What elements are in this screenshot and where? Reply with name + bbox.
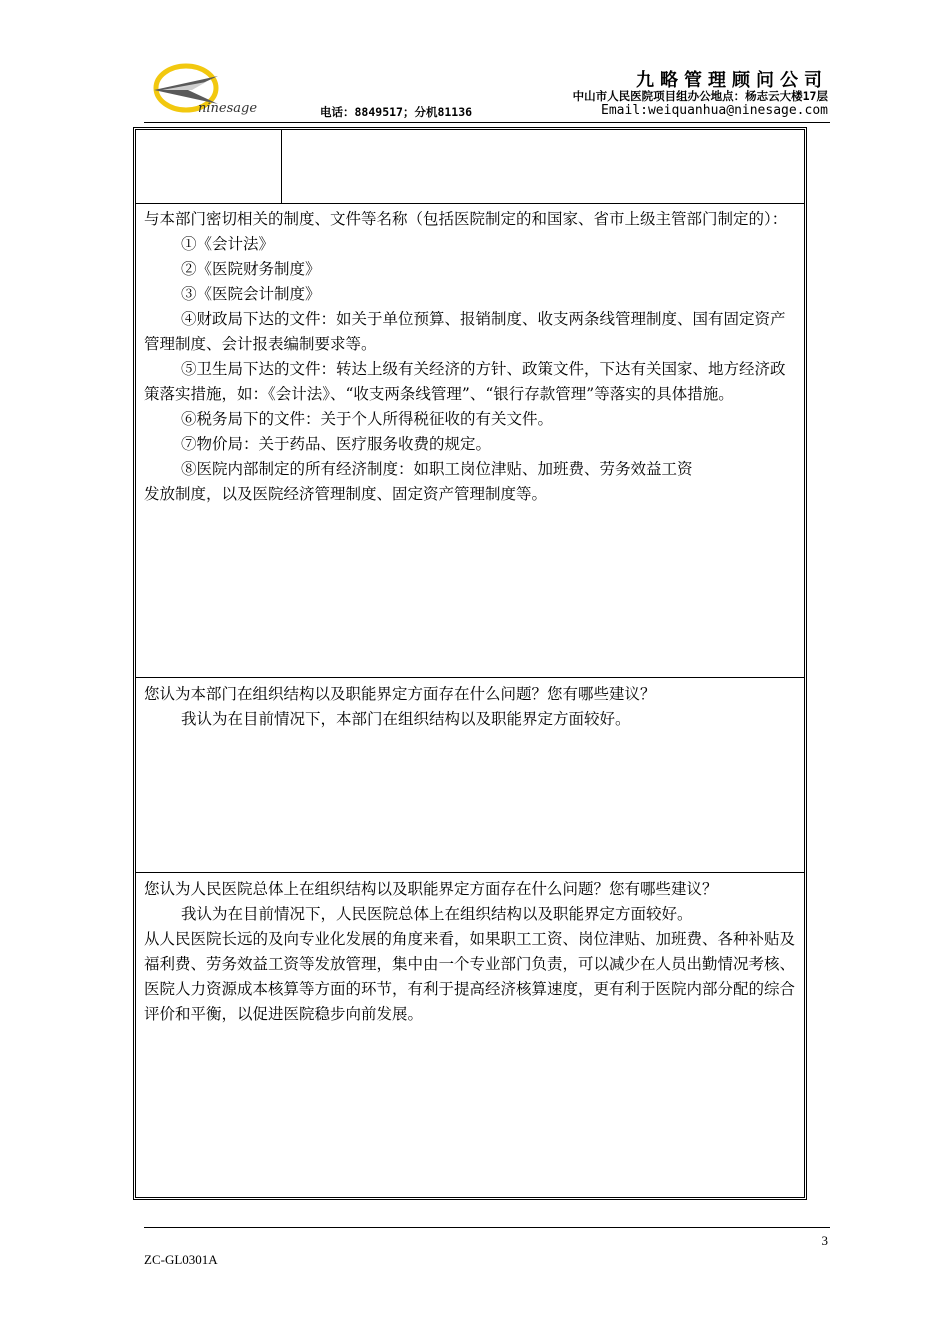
- regulation-tail: 发放制度，以及医院经济管理制度、固定资产管理制度等。: [144, 485, 548, 503]
- form-table: [133, 127, 807, 1200]
- regulation-item: ③《医院会计制度》: [181, 285, 321, 303]
- regulations-intro: 与本部门密切相关的制度、文件等名称（包括医院制定的和国家、省市上级主管部门制定的）：: [144, 210, 788, 228]
- hospital-detail: 从人民医院长远的及向专业化发展的角度来看，如果职工工资、岗位津贴、加班费、各种补贴及福利费、劳务效益工资等发放管理，集中由一个专业部门负责，可以减少在人员出勤情况考核、医院人力资源成本核算等方面的环节，有利于提高经济核算速度，更有利于医院内部分配的综合评价和平衡，以促进医院稳步向前发展。: [144, 930, 796, 1023]
- regulation-item: ①《会计法》: [181, 235, 275, 253]
- regulation-item: ⑤卫生局下达的文件：转达上级有关经济的方针、政策文件，下达有关国家、地方经济政策落实措施，如：《会计法》、“收支两条线管理”、“银行存款管理”等落实的具体措施。: [144, 360, 786, 403]
- regulation-item: ⑧医院内部制定的所有经济制度：如职工岗位津贴、加班费、劳务效益工资: [181, 460, 693, 478]
- page-number: 3: [821, 1233, 828, 1248]
- phone-number: 电话：8849517；分机81136: [320, 105, 473, 119]
- logo-text: ninesage: [198, 101, 258, 116]
- office-address: 中山市人民医院项目组办公地点：杨志云大楼17层: [572, 89, 828, 103]
- column-divider: [281, 130, 282, 203]
- regulation-item: ⑦物价局：关于药品、医疗服务收费的规定。: [181, 435, 492, 453]
- department-question: 您认为本部门在组织结构以及职能界定方面存在什么问题？您有哪些建议？: [144, 685, 656, 703]
- email-address: Email:weiquanhua@ninesage.com: [601, 103, 828, 118]
- ninesage-logo: [148, 60, 266, 120]
- hospital-answer: 我认为在目前情况下，人民医院总体上在组织结构以及职能界定方面较好。: [181, 905, 693, 923]
- document-id: ZC-GL0301A: [144, 1252, 218, 1267]
- related-regulations-section: [136, 203, 804, 678]
- regulation-item: ②《医院财务制度》: [181, 260, 321, 278]
- hospital-issues-section: [136, 873, 804, 1197]
- hospital-question: 您认为人民医院总体上在组织结构以及职能界定方面存在什么问题？您有哪些建议？: [144, 880, 718, 898]
- company-name: 九略管理顾问公司: [636, 70, 828, 91]
- department-answer: 我认为在目前情况下，本部门在组织结构以及职能界定方面较好。: [181, 710, 631, 728]
- regulation-item: ⑥税务局下的文件：关于个人所得税征收的有关文件。: [181, 410, 554, 428]
- regulation-item: ④财政局下达的文件：如关于单位预算、报销制度、收支两条线管理制度、国有固定资产管理制度、会计报表编制要求等。: [144, 310, 786, 353]
- empty-top-row: [136, 130, 804, 204]
- footer-divider: [144, 1227, 830, 1228]
- department-issues-section: [136, 678, 804, 873]
- header-divider: [144, 122, 830, 123]
